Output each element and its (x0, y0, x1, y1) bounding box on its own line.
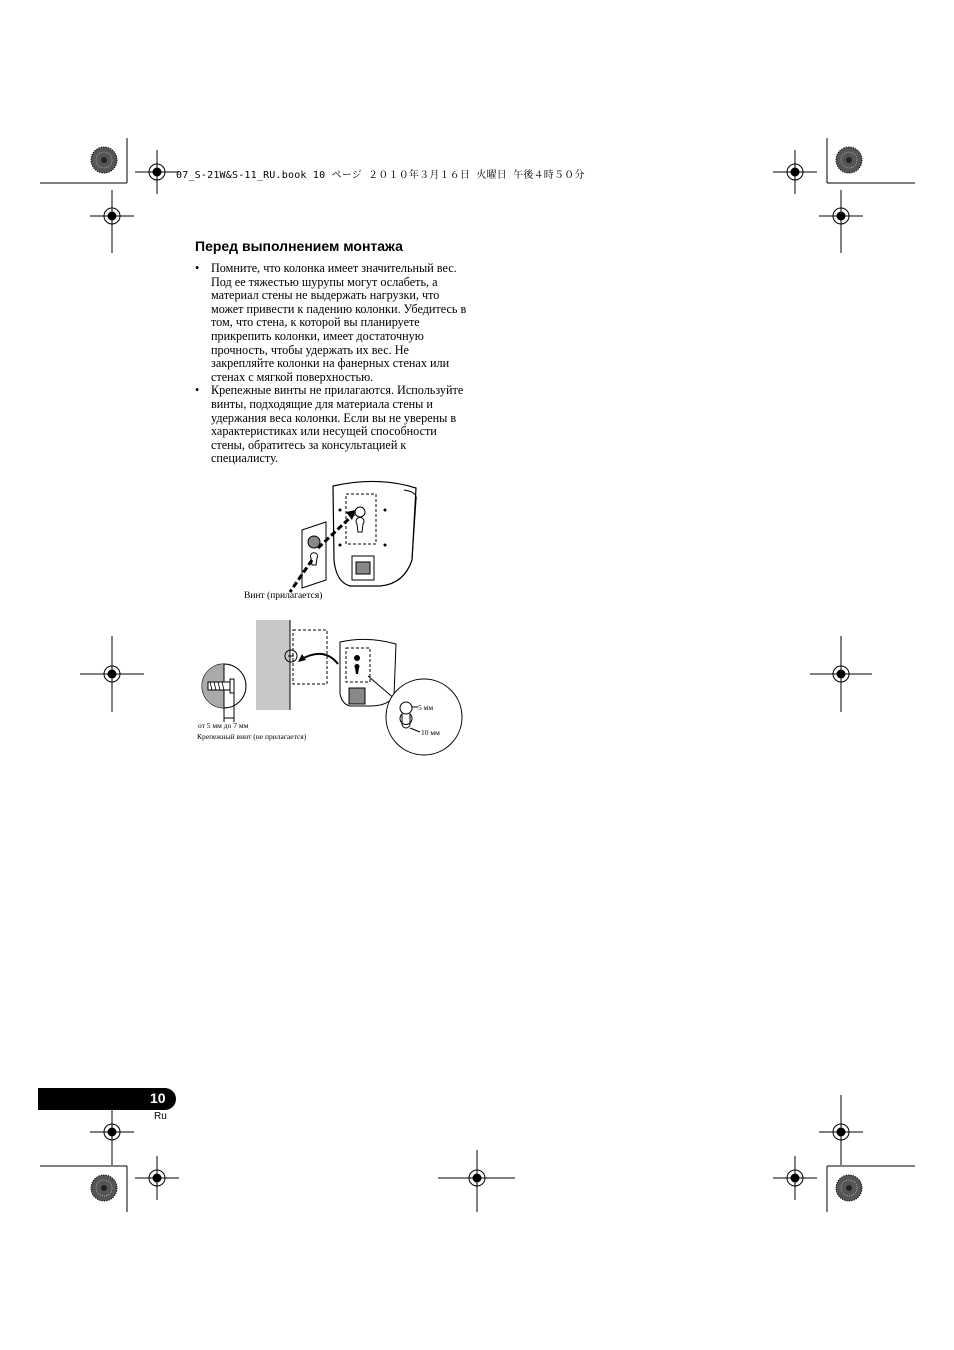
language-code: Ru (154, 1111, 167, 1122)
bullet-item: • Крепежные винты не прилагаются. Используйте винты, подходящие для материала стены и удержания веса колонки. Если вы не уверены в характеристиках или несущей способности стены, обратитесь за консультацией к специалисту. (195, 384, 470, 466)
bullet-item: • Помните, что колонка имеет значительный вес. Под ее тяжестью шурупы могут ослабеть, а материал стены не выдержать нагрузки, что может привести к падению колонки. Убедитесь в том, что стена, к которой вы планируете прикрепить колонки, имеет достаточную прочность, чтобы удержать их вес. Не закрепляйте колонки на фанерных стенах или стенах с мягкой поверхностью. (195, 262, 470, 384)
file-header: 07_S-21W&S-11_RU.book 10 ページ ２０１０年３月１６日 火曜日 午後４時５０分 (176, 170, 585, 181)
dimension-5mm-label: 5 мм (418, 703, 434, 712)
mounting-screw-label: Крепежный винт (не прилагается) (197, 732, 307, 741)
keyhole-detail-circle (386, 679, 462, 755)
speaker-illustration (340, 639, 396, 706)
screw-depth-label: от 5 мм до 7 мм (198, 721, 249, 730)
section-title: Перед выполнением монтажа (195, 238, 403, 254)
page-number: 10 (150, 1090, 166, 1106)
dimension-10mm-label: 10 мм (421, 728, 440, 737)
wall-section (256, 620, 290, 710)
supplied-screw-caption: Винт (прилагается) (244, 591, 323, 601)
